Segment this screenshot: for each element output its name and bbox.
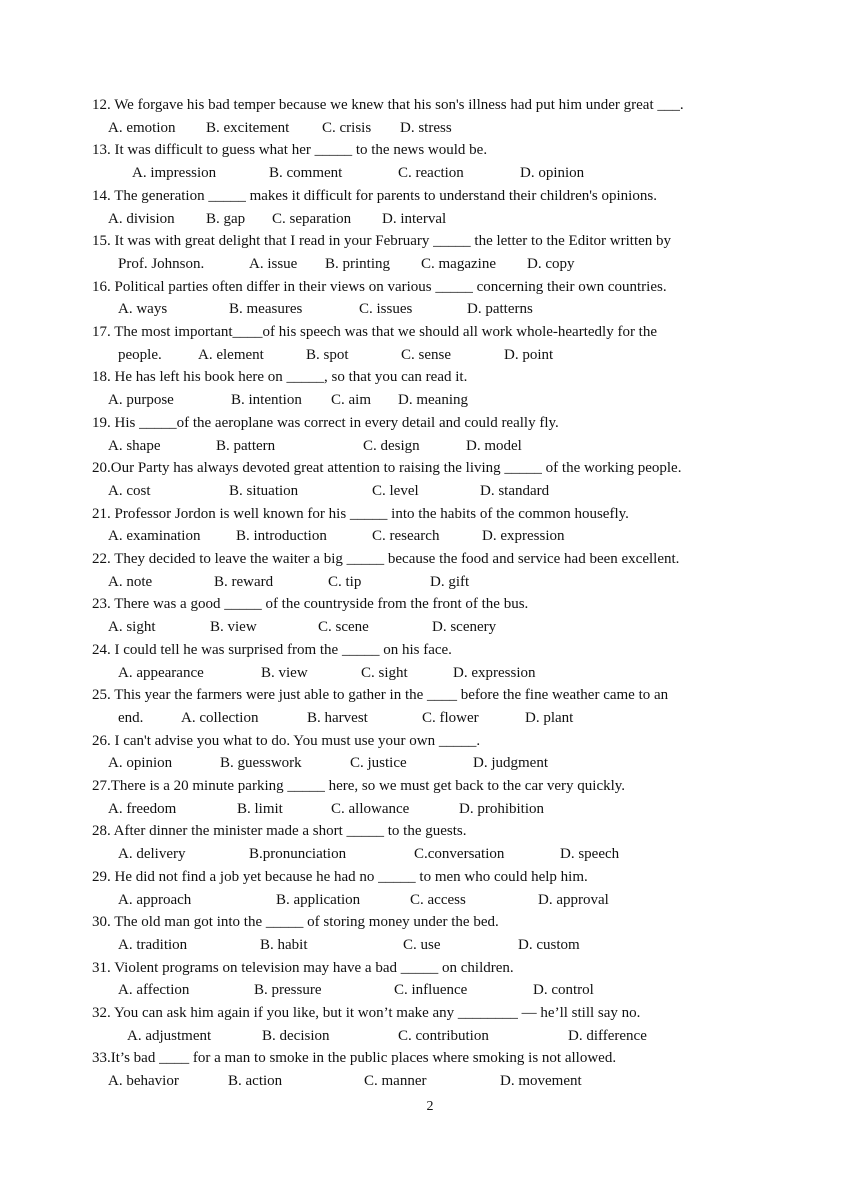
answer-option: B. harvest — [307, 709, 368, 726]
answer-option: B. action — [228, 1073, 283, 1090]
page-number: 2 — [426, 1099, 434, 1114]
answer-option: C. separation — [272, 210, 352, 227]
question-stem: 31. Violent programs on television may have a bad _____ on children. — [92, 959, 514, 976]
answer-option: B. introduction — [236, 528, 327, 545]
answer-option: D. difference — [568, 1027, 647, 1044]
answer-option: C. reaction — [398, 165, 464, 182]
answer-option: B. spot — [306, 346, 349, 363]
question-stem: 25. This year the farmers were just able to gather in the ____ before the fine weather came to an — [92, 687, 669, 704]
answer-option: D. expression — [453, 664, 536, 681]
answer-option: A. issue — [249, 255, 298, 272]
answer-option: A. freedom — [108, 800, 177, 817]
answer-option: D. control — [533, 982, 594, 999]
question-stem: 14. The generation _____ makes it difficult for parents to understand their children's opinions. — [92, 187, 657, 204]
answer-option: B. pressure — [254, 982, 322, 999]
answer-option: A. approach — [118, 891, 192, 908]
answer-option: C. sight — [361, 664, 408, 681]
answer-option: C. design — [363, 437, 420, 454]
answer-option: C. use — [403, 936, 441, 953]
answer-option: C. manner — [364, 1073, 427, 1090]
answer-option: A. adjustment — [127, 1027, 212, 1044]
answer-option: C. research — [372, 528, 440, 545]
answer-option: D. custom — [518, 936, 580, 953]
answer-option: B. view — [210, 619, 257, 636]
answer-option: C. contribution — [398, 1027, 489, 1044]
question-stem: 24. I could tell he was surprised from the _____ on his face. — [92, 641, 452, 658]
question-stem: 20.Our Party has always devoted great attention to raising the living _____ of the working people. — [92, 460, 682, 477]
answer-option: C. sense — [401, 346, 451, 363]
answer-option: C. access — [410, 891, 466, 908]
question-stem: 26. I can't advise you what to do. You must use your own _____. — [92, 732, 481, 749]
answer-option: B. application — [276, 891, 361, 908]
answer-option: C. crisis — [322, 119, 372, 136]
answer-option: B. measures — [229, 301, 303, 318]
answer-option: B. guesswork — [220, 755, 302, 772]
question-stem: 12. We forgave his bad temper because we knew that his son's illness had put him under great ___. — [92, 97, 684, 113]
question-stem: 21. Professor Jordon is well known for his _____ into the habits of the common housefly. — [92, 505, 629, 522]
answer-option: A. delivery — [118, 846, 186, 863]
answer-option: B. view — [261, 664, 308, 681]
answer-option: B. excitement — [206, 119, 290, 136]
answer-option: B. gap — [206, 210, 246, 227]
question-stem: 17. The most important____of his speech was that we should all work whole-heartedly for the — [92, 324, 658, 340]
question-stem: 27.There is a 20 minute parking _____ here, so we must get back to the car very quickly. — [92, 778, 626, 794]
answer-option: B. reward — [214, 573, 274, 590]
answer-option: B. habit — [260, 936, 308, 953]
question-stem: 13. It was difficult to guess what her _____ to the news would be. — [92, 142, 488, 159]
question-stem: 28. After dinner the minister made a short _____ to the guests. — [92, 823, 467, 840]
answer-option: D. movement — [500, 1073, 582, 1090]
question-stem: 30. The old man got into the _____ of storing money under the bed. — [92, 914, 499, 931]
question-stem: 18. He has left his book here on _____, so that you can read it. — [92, 369, 468, 386]
answer-option: A. appearance — [118, 664, 204, 681]
answer-option: B. comment — [269, 165, 343, 182]
question-stem: 16. Political parties often differ in their views on various _____ concerning their own countries. — [92, 278, 667, 295]
question-stem: 19. His _____of the aeroplane was correct in every detail and could really fly. — [92, 414, 559, 431]
answer-option: D. model — [466, 437, 522, 454]
question-stem: 32. You can ask him again if you like, but it won’t make any ________ — he’ll still say no. — [92, 1005, 641, 1021]
answer-option: C. flower — [422, 709, 479, 726]
question-stem: 15. It was with great delight that I read in your February _____ the letter to the Editor written by — [92, 233, 672, 250]
answer-option: A. collection — [181, 709, 259, 726]
question-stem: 33.It’s bad ____ for a man to smoke in the public places where smoking is not allowed. — [92, 1050, 617, 1067]
answer-option: end. — [118, 709, 144, 726]
answer-option: B. decision — [262, 1027, 330, 1044]
answer-option: D. point — [504, 346, 554, 363]
answer-option: C. influence — [394, 982, 468, 999]
question-stem: 23. There was a good _____ of the countryside from the front of the bus. — [92, 596, 529, 613]
question-stem: 22. They decided to leave the waiter a big _____ because the food and service had been excellent. — [92, 551, 680, 567]
answer-option: B. intention — [231, 392, 302, 409]
answer-option: D. stress — [400, 119, 452, 136]
answer-option: A. sight — [108, 619, 156, 636]
answer-option: A. purpose — [108, 392, 174, 409]
answer-option: A. division — [108, 210, 175, 227]
answer-option: D. patterns — [467, 301, 533, 318]
answer-option: B. pattern — [216, 437, 276, 454]
answer-option: D. plant — [525, 709, 574, 726]
answer-option: A. emotion — [108, 119, 176, 136]
answer-option: C. allowance — [331, 800, 410, 817]
answer-option: C. justice — [350, 755, 407, 772]
answer-option: D. expression — [482, 528, 565, 545]
answer-option: A. behavior — [108, 1073, 179, 1090]
answer-option: A. tradition — [118, 936, 188, 953]
answer-option: A. impression — [132, 165, 217, 182]
answer-option: C. magazine — [421, 255, 496, 272]
answer-option: D. gift — [430, 573, 470, 590]
answer-option: D. speech — [560, 846, 620, 863]
answer-option: C.conversation — [414, 846, 505, 863]
answer-option: D. scenery — [432, 619, 497, 636]
answer-option: D. standard — [480, 482, 550, 499]
answer-option: C. tip — [328, 573, 362, 590]
answer-option: D. opinion — [520, 165, 585, 182]
answer-option: B.pronunciation — [249, 846, 347, 863]
answer-option: D. interval — [382, 210, 447, 227]
answer-option: D. judgment — [473, 755, 548, 772]
answer-option: B. printing — [325, 255, 391, 272]
answer-option: people. — [118, 346, 162, 363]
answer-option: B. limit — [237, 800, 283, 817]
answer-option: A. affection — [118, 982, 190, 999]
answer-option: A. element — [198, 346, 264, 363]
question-stem: 29. He did not find a job yet because he had no _____ to men who could help him. — [92, 868, 588, 885]
answer-option: B. situation — [229, 482, 299, 499]
answer-option: A. opinion — [108, 755, 173, 772]
answer-option: C. aim — [331, 392, 371, 409]
answer-option: D. prohibition — [459, 800, 544, 817]
answer-option: Prof. Johnson. — [118, 255, 205, 272]
answer-option: C. issues — [359, 301, 413, 318]
answer-option: D. meaning — [398, 392, 468, 409]
answer-option: C. level — [372, 482, 419, 499]
answer-option: A. shape — [108, 437, 161, 454]
answer-option: A. note — [108, 573, 153, 590]
answer-option: A. ways — [118, 301, 168, 318]
answer-option: D. copy — [527, 255, 575, 272]
answer-option: D. approval — [538, 891, 609, 908]
answer-option: C. scene — [318, 619, 369, 636]
answer-option: A. cost — [108, 482, 151, 499]
answer-option: A. examination — [108, 528, 201, 545]
